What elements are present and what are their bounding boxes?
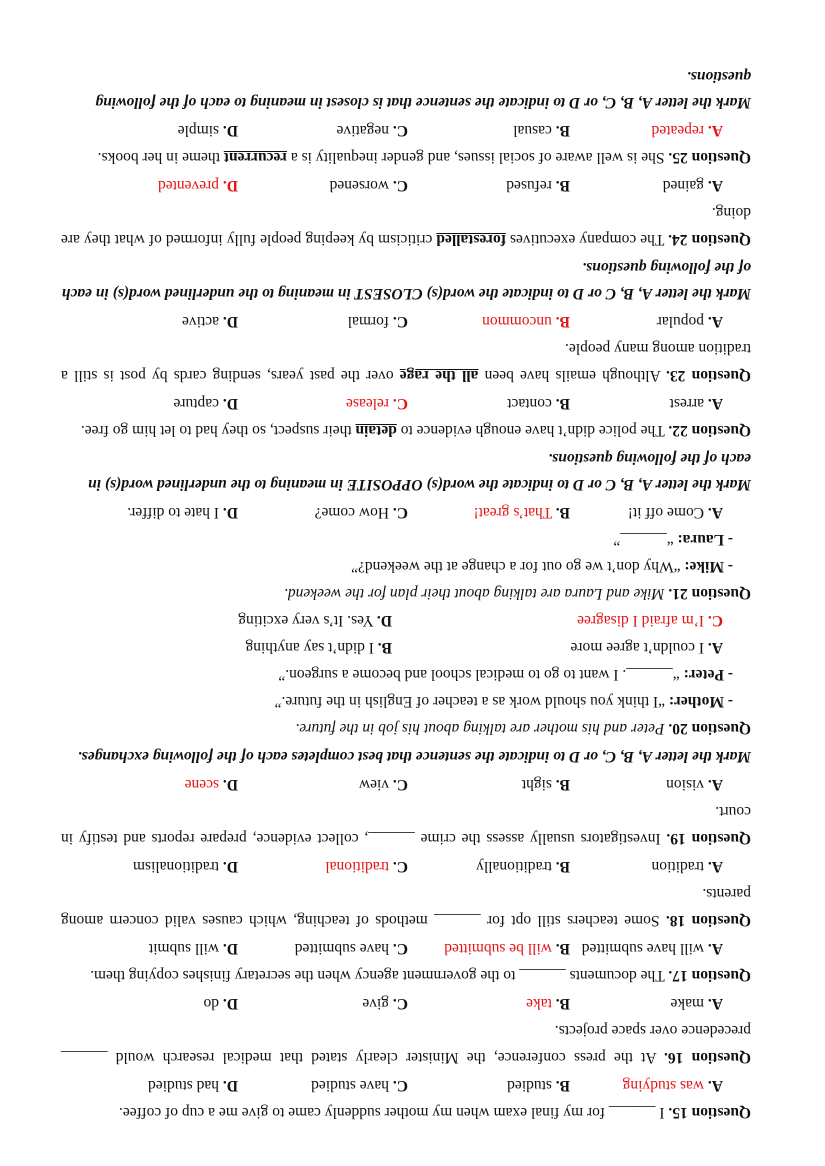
section-instruction-opposite: Mark the letter A, B, C or D to indicate the word(s) OPPOSITE in meaning to the underlined word(s) in each of the following questions. xyxy=(88,450,751,493)
speaker-line: “______” xyxy=(613,531,678,548)
q22-options xyxy=(61,390,751,417)
q24-options xyxy=(61,172,751,199)
question-text: The police didn’t have enough evidence to xyxy=(396,422,669,439)
q19-options xyxy=(61,771,751,798)
option-text: arrest xyxy=(669,395,705,412)
dialogue-line-mike xyxy=(61,553,751,580)
option-text: uncommon xyxy=(482,313,552,330)
option-letter: D. xyxy=(376,612,392,629)
option-text: had studied xyxy=(148,1077,220,1094)
dialogue-line-laura xyxy=(61,526,751,553)
option-text: casual xyxy=(513,122,552,139)
option-letter: C. xyxy=(392,122,408,139)
option-text: will have submitted xyxy=(581,940,705,957)
q23-option-d[interactable] xyxy=(68,308,238,335)
option-letter: C. xyxy=(392,313,408,330)
q21-option-c[interactable] xyxy=(238,499,408,526)
speaker-label: - Mike: xyxy=(684,558,733,575)
option-text: How come? xyxy=(314,504,390,521)
question-text: over the past years, sending cards by post is still a tradition among many people. xyxy=(61,340,751,384)
q18-option-b[interactable] xyxy=(408,853,570,880)
underlined-word: detain xyxy=(355,422,397,439)
section-instruction-sentence: Mark the letter A, B, C, or D to indicate the sentence that is closest in meaning to each of the following questions. xyxy=(95,68,751,111)
option-text: give xyxy=(362,995,390,1012)
q15-options xyxy=(61,1072,751,1099)
underlined-word: recurrent xyxy=(223,149,287,166)
option-letter: A. xyxy=(707,995,723,1012)
option-letter: B. xyxy=(555,313,570,330)
option-text: traditionalism xyxy=(132,858,220,875)
q25-option-c[interactable] xyxy=(238,117,408,144)
option-letter: D. xyxy=(222,776,238,793)
option-letter: D. xyxy=(222,313,238,330)
q16-option-a[interactable] xyxy=(570,990,723,1017)
option-letter: A. xyxy=(707,177,723,194)
option-text: worsened xyxy=(329,177,390,194)
option-letter: B. xyxy=(555,995,570,1012)
option-letter: C. xyxy=(392,776,408,793)
q20-options xyxy=(61,607,751,661)
option-letter: A. xyxy=(707,940,723,957)
question-text: criticism by keeping people fully informed of what they are doing. xyxy=(60,204,751,248)
option-letter: C. xyxy=(707,612,723,629)
option-text: scene xyxy=(184,776,220,793)
option-letter: B. xyxy=(555,940,570,957)
option-text: have studied xyxy=(311,1077,390,1094)
option-letter: B. xyxy=(555,1077,570,1094)
option-letter: C. xyxy=(392,504,408,521)
question-24 xyxy=(61,199,751,253)
q24-option-a[interactable] xyxy=(570,172,723,199)
question-number: Question 17. xyxy=(668,967,751,984)
q17-option-a[interactable] xyxy=(570,935,723,962)
speaker-label: - Laura: xyxy=(677,531,733,548)
question-text: their suspect, so they had to let him go free. xyxy=(80,422,356,439)
question-number: Question 22. xyxy=(668,422,751,439)
option-text: vision xyxy=(666,776,705,793)
option-letter: B. xyxy=(377,639,392,656)
option-letter: A. xyxy=(707,1077,723,1094)
q19-option-d[interactable] xyxy=(68,771,238,798)
option-letter: C. xyxy=(392,940,408,957)
question-text: She is well aware of social issues, and gender inequality is a xyxy=(286,149,669,166)
speaker-label: - Mother: xyxy=(668,693,733,710)
q24-option-c[interactable] xyxy=(238,172,408,199)
option-text: I’m afraid I disagree xyxy=(577,612,705,629)
question-number: Question 23. xyxy=(666,367,751,384)
q21-option-b[interactable] xyxy=(408,499,570,526)
question-context: Mike and Laura are talking about their plan for the weekend. xyxy=(284,585,669,602)
option-letter: A. xyxy=(707,504,723,521)
question-number: Question 16. xyxy=(663,1049,751,1066)
option-text: view xyxy=(358,776,390,793)
q20-option-d[interactable] xyxy=(61,607,392,634)
q22-option-a[interactable] xyxy=(570,390,723,417)
option-text: do xyxy=(203,995,220,1012)
q24-option-d[interactable] xyxy=(68,172,238,199)
option-letter: C. xyxy=(392,395,408,412)
question-number: Question 15. xyxy=(668,1104,751,1121)
underlined-word: all the rage xyxy=(399,367,479,384)
option-letter: D. xyxy=(222,995,238,1012)
q25-option-a[interactable] xyxy=(570,117,723,144)
option-text: have submitted xyxy=(294,940,390,957)
question-number: Question 25. xyxy=(668,149,751,166)
option-text: contact xyxy=(507,395,552,412)
option-text: refused xyxy=(506,177,552,194)
option-text: I hate to differ. xyxy=(127,504,220,521)
option-text: Come off it! xyxy=(627,504,705,521)
q16-option-b[interactable] xyxy=(408,990,570,1017)
q15-option-d[interactable] xyxy=(68,1072,238,1099)
option-letter: B. xyxy=(555,858,570,875)
q25-option-d[interactable] xyxy=(68,117,238,144)
section-instruction-exchanges: Mark the letter A, B, C, or D to indicate the sentence that best completes each of the following exchanges. xyxy=(77,748,751,765)
q21-option-d[interactable] xyxy=(68,499,238,526)
q16-option-d[interactable] xyxy=(68,990,238,1017)
option-letter: D. xyxy=(222,940,238,957)
question-23 xyxy=(61,335,751,389)
page-content xyxy=(61,62,751,1126)
speaker-label: - Peter: xyxy=(683,666,733,683)
option-letter: C. xyxy=(392,1077,408,1094)
question-text: theme in her books. xyxy=(97,149,224,166)
option-text: make xyxy=(670,995,705,1012)
option-text: will be submitted xyxy=(444,940,552,957)
q21-option-a[interactable] xyxy=(570,499,723,526)
question-text: At the press conference, the Minister clearly stated that medical research would ______ precedence over space projects. xyxy=(61,1022,751,1066)
q17-option-b[interactable] xyxy=(408,935,570,962)
q19-option-a[interactable] xyxy=(570,771,723,798)
q15-option-c[interactable] xyxy=(238,1072,408,1099)
q16-option-c[interactable] xyxy=(238,990,408,1017)
option-text: simple xyxy=(177,122,220,139)
option-letter: D. xyxy=(222,177,238,194)
option-text: release xyxy=(346,395,390,412)
q20-option-c[interactable] xyxy=(392,607,723,634)
question-text: The documents ______ to the government agency when the secretary finishes copying them. xyxy=(90,967,669,984)
question-text: Although emails have been xyxy=(478,367,667,384)
speaker-line: “Why don’t we go out for a change at the weekend?” xyxy=(351,558,685,575)
question-22 xyxy=(61,417,751,444)
option-letter: A. xyxy=(707,858,723,875)
option-letter: A. xyxy=(707,313,723,330)
option-letter: A. xyxy=(707,395,723,412)
section-instruction-closest: Mark the letter A, B, C or D to indicate the word(s) CLOSEST in meaning to the underlined word(s) in each of the following questions. xyxy=(61,259,751,302)
option-text: was studying xyxy=(622,1077,705,1094)
question-19 xyxy=(61,798,751,852)
dialogue-line-peter xyxy=(61,661,751,688)
option-text: tradition xyxy=(651,858,705,875)
question-text: Investigators usually assess the crime ______, collect evidence, prepare reports and testify in court. xyxy=(61,803,751,847)
question-number: Question 21. xyxy=(668,585,751,602)
question-17 xyxy=(61,962,751,989)
question-18 xyxy=(61,880,751,934)
question-21 xyxy=(61,580,751,607)
option-letter: A. xyxy=(707,639,723,656)
question-text: I ______ for my final exam when my mother suddenly came to give me a cup of coffee. xyxy=(118,1104,669,1121)
q24-option-b[interactable] xyxy=(408,172,570,199)
q18-options xyxy=(61,853,751,880)
option-text: prevented xyxy=(157,177,220,194)
option-letter: D. xyxy=(222,504,238,521)
option-text: will submit xyxy=(148,940,220,957)
q17-option-c[interactable] xyxy=(238,935,408,962)
option-text: traditionally xyxy=(476,858,552,875)
option-text: take xyxy=(526,995,552,1012)
option-text: formal xyxy=(347,313,390,330)
q16-options xyxy=(61,990,751,1017)
question-number: Question 18. xyxy=(665,912,751,929)
q22-option-c[interactable] xyxy=(238,390,408,417)
question-number: Question 24. xyxy=(668,231,751,248)
option-text: negative xyxy=(336,122,390,139)
q25-options xyxy=(61,117,751,144)
question-20 xyxy=(61,715,751,742)
q20-option-a[interactable] xyxy=(392,634,723,661)
option-text: I couldn’t agree more xyxy=(570,639,705,656)
question-16 xyxy=(61,1017,751,1071)
q22-option-d[interactable] xyxy=(68,390,238,417)
option-text: gained xyxy=(662,177,705,194)
option-text: studied xyxy=(507,1077,552,1094)
speaker-line: “______. I want to go to medical school and become a surgeon.” xyxy=(278,666,684,683)
option-text: repeated xyxy=(651,122,705,139)
q23-option-b[interactable] xyxy=(408,308,570,335)
option-letter: C. xyxy=(392,177,408,194)
q18-option-d[interactable] xyxy=(68,853,238,880)
question-number: Question 20. xyxy=(668,720,751,737)
option-letter: A. xyxy=(707,122,723,139)
speaker-line: “I think you should work as a teacher of English in the future.” xyxy=(274,693,669,710)
option-text: I didn’t say anything xyxy=(245,639,374,656)
option-text: That’s great! xyxy=(473,504,553,521)
option-text: capture xyxy=(173,395,220,412)
question-number: Question 19. xyxy=(666,830,751,847)
option-letter: B. xyxy=(555,504,570,521)
q15-option-b[interactable] xyxy=(408,1072,570,1099)
question-15 xyxy=(61,1099,751,1126)
option-letter: D. xyxy=(222,395,238,412)
option-letter: D. xyxy=(222,858,238,875)
q19-option-c[interactable] xyxy=(238,771,408,798)
option-text: sight xyxy=(521,776,552,793)
option-letter: D. xyxy=(222,1077,238,1094)
option-letter: D. xyxy=(222,122,238,139)
question-25 xyxy=(61,144,751,171)
q21-options xyxy=(61,499,751,526)
option-letter: A. xyxy=(707,776,723,793)
q23-options xyxy=(61,308,751,335)
option-text: traditional xyxy=(325,858,390,875)
q22-option-b[interactable] xyxy=(408,390,570,417)
question-text: The company executives xyxy=(505,231,669,248)
option-letter: C. xyxy=(392,858,408,875)
underlined-word: forestalled xyxy=(436,231,506,248)
q23-option-c[interactable] xyxy=(238,308,408,335)
option-letter: C. xyxy=(392,995,408,1012)
question-text: Some teachers still opt for ______ methods of teaching, which causes valid concern among parents. xyxy=(61,885,751,929)
question-context: Peter and his mother are talking about his job in the future. xyxy=(295,720,669,737)
q23-option-a[interactable] xyxy=(570,308,723,335)
dialogue-line-mother xyxy=(61,688,751,715)
q18-option-a[interactable] xyxy=(570,853,723,880)
q17-options xyxy=(61,935,751,962)
option-text: popular xyxy=(656,313,705,330)
q25-option-b[interactable] xyxy=(408,117,570,144)
option-letter: B. xyxy=(555,122,570,139)
option-letter: B. xyxy=(555,395,570,412)
q17-option-d[interactable] xyxy=(68,935,238,962)
q18-option-c[interactable] xyxy=(238,853,408,880)
q15-option-a[interactable] xyxy=(570,1072,723,1099)
q19-option-b[interactable] xyxy=(408,771,570,798)
q20-option-b[interactable] xyxy=(61,634,392,661)
option-text: Yes. It’s very exciting xyxy=(238,612,374,629)
option-letter: B. xyxy=(555,177,570,194)
option-letter: B. xyxy=(555,776,570,793)
option-text: active xyxy=(182,313,220,330)
